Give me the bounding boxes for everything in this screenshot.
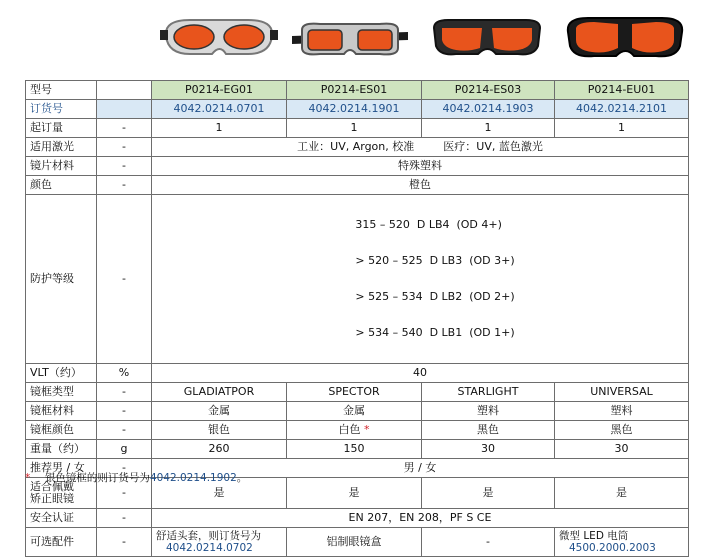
frame-material-eu01: 塑料: [555, 402, 689, 421]
min-qty-unit: -: [97, 119, 152, 138]
min-qty-row: [26, 119, 689, 138]
frame-material-label: 镜框材料: [26, 402, 97, 421]
accessory-eg01-number[interactable]: 4042.0214.0702: [166, 542, 253, 554]
vlt-value: 40: [152, 364, 689, 383]
footnote-star-marker: *: [364, 423, 370, 436]
frame-material-unit: -: [97, 402, 152, 421]
order-number-eu01[interactable]: 4042.0214.2101: [555, 100, 689, 119]
accessory-es03: -: [422, 528, 555, 557]
frame-type-label: 镜框类型: [26, 383, 97, 402]
order-number-eg01[interactable]: 4042.0214.0701: [152, 100, 287, 119]
frame-material-es01: 金属: [287, 402, 422, 421]
frame-type-eg01: GLADIATPOR: [152, 383, 287, 402]
gender-unit: -: [97, 459, 152, 478]
model-es03: P0214-ES03: [422, 81, 555, 100]
protection-row: [26, 195, 689, 364]
vlt-unit: %: [97, 364, 152, 383]
protection-line: > 525 – 534 D LB2 (OD 2+): [355, 290, 515, 303]
weight-label: 重量（约）: [26, 440, 97, 459]
rx-label-line2: 矫正眼镜: [30, 492, 74, 505]
frame-color-es01-text: 白色: [338, 423, 361, 436]
frame-color-eg01: 银色: [152, 421, 287, 440]
accessories-label: 可选配件: [26, 528, 97, 557]
min-qty-eg01: 1: [152, 119, 287, 138]
lens-material-row: [26, 157, 689, 176]
gender-label: 推荐男 / 女: [26, 459, 97, 478]
laser-unit: -: [97, 138, 152, 157]
model-eg01: P0214-EG01: [152, 81, 287, 100]
frame-color-eu01: 黑色: [555, 421, 689, 440]
accessory-eg01: [152, 528, 287, 557]
weight-es03: 30: [422, 440, 555, 459]
frame-type-unit: -: [97, 383, 152, 402]
protection-label: 防护等级: [26, 195, 97, 364]
weight-eg01: 260: [152, 440, 287, 459]
model-eu01: P0214-EU01: [555, 81, 689, 100]
protection-line: > 520 – 525 D LB3 (OD 3+): [355, 254, 515, 267]
goggle-eg01-image: [160, 6, 278, 68]
cert-label: 安全认证: [26, 509, 97, 528]
model-row-label: 型号: [26, 81, 97, 100]
frame-material-es03: 塑料: [422, 402, 555, 421]
model-row: [26, 81, 689, 100]
rx-es03: 是: [422, 478, 555, 509]
protection-unit: -: [97, 195, 152, 364]
laser-row: [26, 138, 689, 157]
order-row-unit: [97, 100, 152, 119]
frame-material-eg01: 金属: [152, 402, 287, 421]
footnote-star: *: [25, 472, 31, 484]
model-es01: P0214-ES01: [287, 81, 422, 100]
accessories-unit: -: [97, 528, 152, 557]
frame-color-unit: -: [97, 421, 152, 440]
footnote-end: 。: [236, 472, 248, 484]
frame-material-row: [26, 402, 689, 421]
vlt-label: VLT（约）: [26, 364, 97, 383]
accessories-row: [26, 528, 689, 557]
accessory-eu01: [555, 528, 689, 557]
goggle-eu01-image: [564, 6, 686, 68]
laser-value: [152, 138, 689, 157]
cert-value: EN 207，EN 208，PF S CE: [152, 509, 689, 528]
frame-type-eu01: UNIVERSAL: [555, 383, 689, 402]
footnote: [25, 470, 247, 485]
color-row: [26, 176, 689, 195]
order-row-label: 订货号: [26, 100, 97, 119]
goggle-es03-image: [428, 6, 546, 68]
cert-row: [26, 509, 689, 528]
spec-table: [25, 80, 689, 557]
rx-es01: 是: [287, 478, 422, 509]
protection-value: [152, 195, 689, 364]
rx-unit: -: [97, 478, 152, 509]
rx-eu01: 是: [555, 478, 689, 509]
frame-color-label: 镜框颜色: [26, 421, 97, 440]
min-qty-eu01: 1: [555, 119, 689, 138]
frame-color-es01: [287, 421, 422, 440]
vlt-row: [26, 364, 689, 383]
weight-eu01: 30: [555, 440, 689, 459]
frame-color-es03: 黑色: [422, 421, 555, 440]
color-value: 橙色: [152, 176, 689, 195]
accessory-eu01-text: 微型 LED 电筒: [559, 530, 629, 542]
laser-industrial: 工业：UV, Argon, 校准: [297, 140, 415, 153]
accessory-eu01-number[interactable]: 4500.2000.2003: [569, 542, 656, 554]
model-row-unit: [97, 81, 152, 100]
frame-type-es01: SPECTOR: [287, 383, 422, 402]
frame-type-es03: STARLIGHT: [422, 383, 555, 402]
min-qty-label: 起订量: [26, 119, 97, 138]
order-row: [26, 100, 689, 119]
weight-es01: 150: [287, 440, 422, 459]
lens-material-label: 镜片材料: [26, 157, 97, 176]
laser-medical: 医疗：UV, 蓝色激光: [443, 140, 543, 153]
min-qty-es03: 1: [422, 119, 555, 138]
lens-material-unit: -: [97, 157, 152, 176]
rx-label-line1: 适合佩戴: [30, 480, 74, 493]
frame-color-row: [26, 421, 689, 440]
min-qty-es01: 1: [287, 119, 422, 138]
weight-row: [26, 440, 689, 459]
order-number-es03[interactable]: 4042.0214.1903: [422, 100, 555, 119]
frame-type-row: [26, 383, 689, 402]
protection-line: > 534 – 540 D LB1 (OD 1+): [355, 326, 515, 339]
laser-label: 适用激光: [26, 138, 97, 157]
accessory-eg01-text: 舒适头套，则订货号为: [156, 530, 261, 542]
lens-material-value: 特殊塑料: [152, 157, 689, 176]
cert-unit: -: [97, 509, 152, 528]
footnote-text: 银色镜框的则订货号为: [44, 472, 150, 484]
accessory-es01: 铝制眼镜盒: [287, 528, 422, 557]
weight-unit: g: [97, 440, 152, 459]
gender-value: 男 / 女: [152, 459, 689, 478]
goggle-es01-image: [290, 6, 410, 68]
order-number-es01[interactable]: 4042.0214.1901: [287, 100, 422, 119]
color-label: 颜色: [26, 176, 97, 195]
footnote-number[interactable]: 4042.0214.1902: [149, 472, 237, 484]
color-unit: -: [97, 176, 152, 195]
rx-eg01: 是: [152, 478, 287, 509]
protection-line: 315 – 520 D LB4 (OD 4+): [355, 218, 502, 231]
